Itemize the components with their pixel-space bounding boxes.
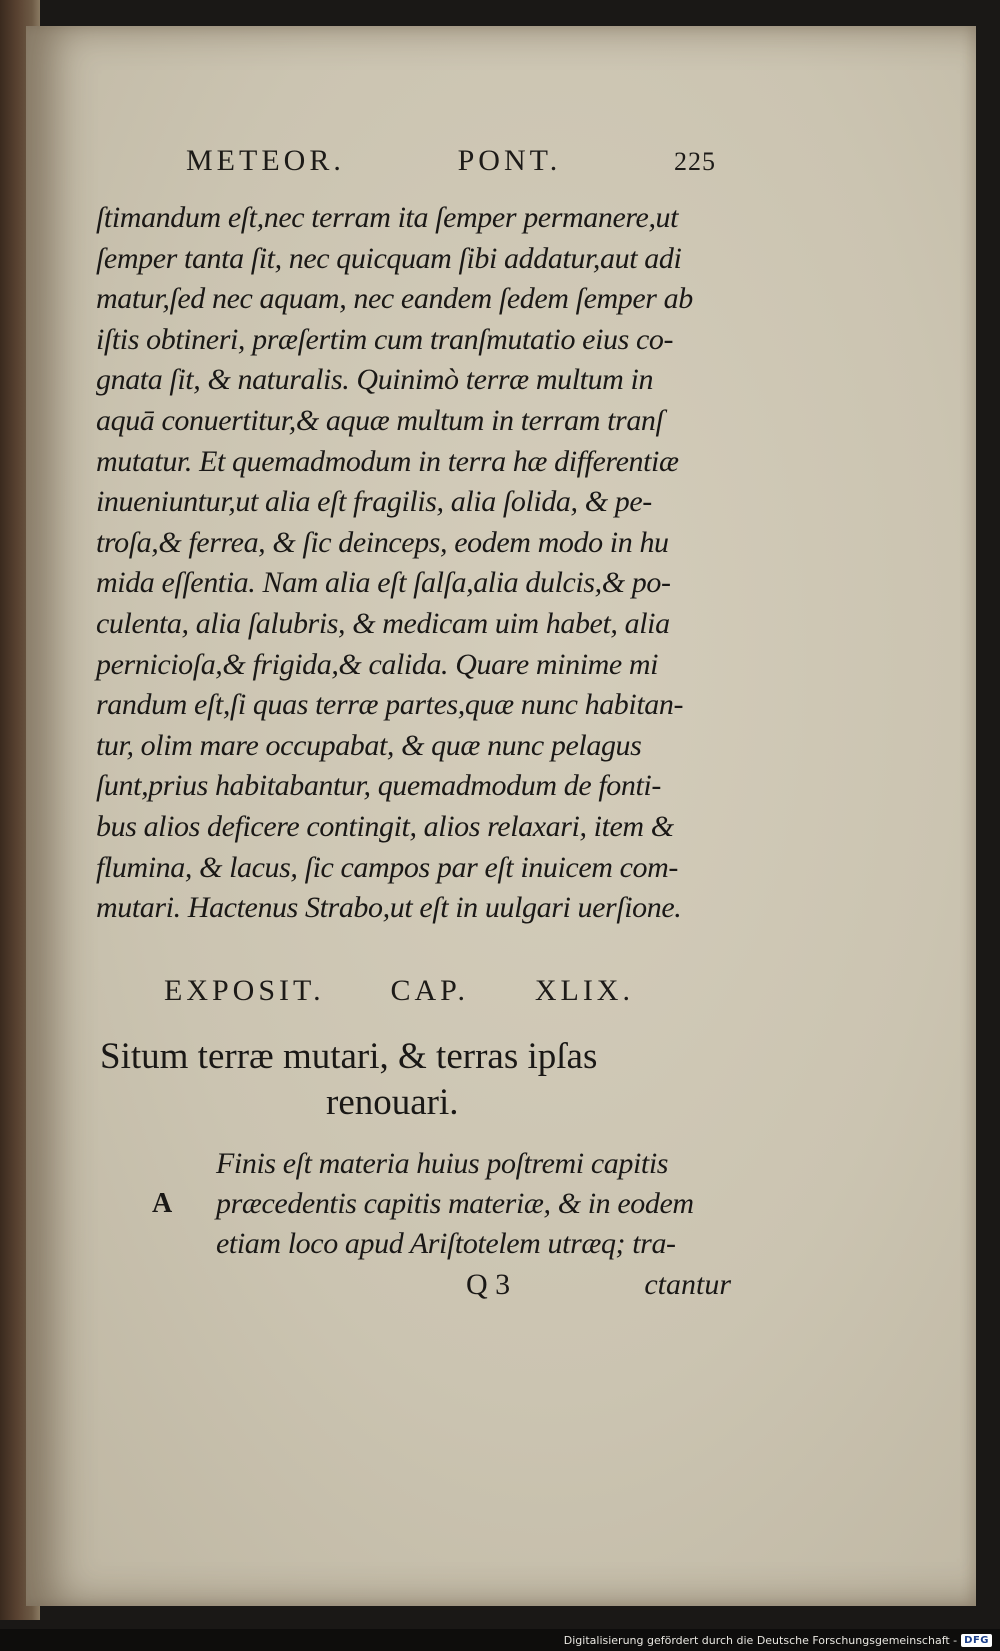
body-text [96, 198, 716, 929]
chapter-title [100, 1034, 720, 1126]
chapter-label: EXPOSIT. [164, 974, 325, 1007]
body-line: tur, olim mare occupabat, & quæ nunc pelagus [96, 728, 642, 762]
body-line: inueniuntur,ut alia eſt fragilis, alia ſolida, & pe- [96, 485, 652, 519]
catch-line [466, 1268, 731, 1302]
title-line: Situm terræ mutari, & terras ipſas [100, 1036, 598, 1077]
body-line: flumina, & lacus, ſic campos par eſt inuicem com- [96, 850, 678, 884]
body-line: randum eſt,ſi quas terræ partes,quæ nunc habitan- [96, 688, 684, 722]
running-title-right: PONT. [457, 144, 562, 177]
body-line: matur,ſed nec aquam, nec eandem ſedem ſemper ab [96, 282, 693, 316]
body-line: bus alios deficere contingit, alios relaxari, item & [96, 809, 674, 843]
body-line: ſtimandum eſt,nec terram ita ſemper permanere,ut [96, 201, 679, 234]
chapter-cap: CAP. [390, 974, 469, 1007]
footer-bar [0, 1629, 1000, 1651]
page-number: 225 [673, 147, 716, 176]
body-line: troſa,& ferrea, & ſic deinceps, eodem modo in hu [96, 525, 669, 559]
margin-marker: A [152, 1188, 173, 1219]
running-title-left: METEOR. [186, 144, 345, 177]
body-line: mutari. Hactenus Strabo,ut eſt in uulgari uerſione. [96, 891, 682, 925]
body-line: ſunt,prius habitabantur, quemadmodum de fonti- [96, 769, 661, 803]
body-line: ſemper tanta ſit, nec quicquam ſibi addatur,aut adi [96, 241, 682, 275]
paragraph-line: etiam loco apud Ariſtotelem utræq; tra- [216, 1227, 676, 1260]
footer-credit: Digitalisierung gefördert durch die Deutsche Forschungsgemeinschaft - [563, 1633, 958, 1647]
title-line: renouari. [326, 1082, 459, 1123]
running-header [186, 144, 716, 178]
body-line: pernicioſa,& frigida,& calida. Quare minime mi [96, 647, 659, 681]
body-line: aquā conuertitur,& aquæ multum in terram tranſ [96, 403, 664, 437]
chapter-number: XLIX. [534, 974, 634, 1007]
body-line: culenta, alia ſalubris, & medicam uim habet, alia [96, 606, 670, 640]
book-page [26, 26, 976, 1606]
body-line: iſtis obtineri, præſertim cum tranſmutatio eius co- [96, 322, 674, 356]
paragraph-line: præcedentis capitis materiæ, & in eodem [216, 1187, 694, 1220]
body-line: mida eſſentia. Nam alia eſt ſalſa,alia dulcis,& po- [96, 566, 671, 600]
paragraph-line: Finis eſt materia huius poſtremi capitis [216, 1147, 669, 1180]
chapter-heading [164, 974, 634, 1008]
catchword: ctantur [644, 1268, 731, 1301]
exposition-paragraph [216, 1144, 726, 1264]
body-line: gnata ſit, & naturalis. Quinimò terræ multum in [96, 363, 654, 397]
body-line: mutatur. Et quemadmodum in terra hæ differentiæ [96, 444, 679, 478]
dfg-logo-icon: DFG [961, 1634, 992, 1647]
signature-mark: Q 3 [466, 1268, 511, 1301]
